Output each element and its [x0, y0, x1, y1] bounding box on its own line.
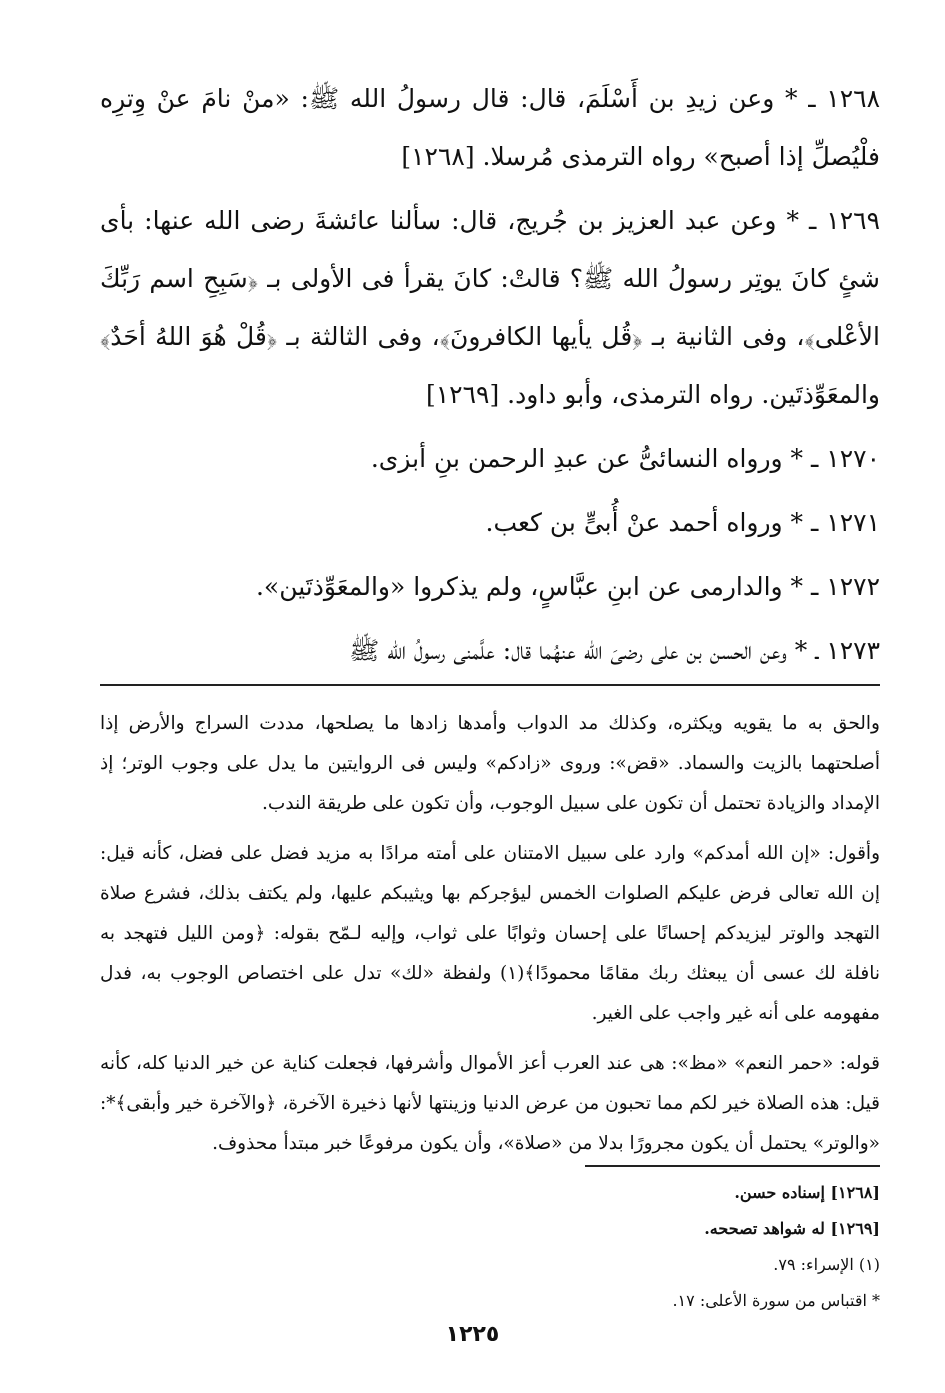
- hadith-1271: ١٢٧١ ـ * ورواه أحمد عنْ أُبىٍّ بن كعب.: [485, 508, 880, 537]
- footnote: * اقتباس من سورة الأعلى: ١٧.: [672, 1291, 880, 1310]
- footnotes: [380, 1175, 880, 1319]
- footnote: (١) الإسراء: ٧٩.: [773, 1255, 880, 1274]
- commentary-paragraph: وأقول: «إن الله أمدكم» وارد على سبيل الامتنان على أمته مرادًا به مزيد فضل على فضل، كأنه قيل: إن الله تعالى فرض عليكم الصلوات الخمس ليؤجركم بها ويثيبكم عليها، ولم يكتف بذلك، فشرع صلاة التهجد والوتر ليزيدكم إحسانًا على إحسان وثوابًا على ثواب، وإليه لـمّح بقوله: ﴿ومن الليل فتهجد به نافلة لك عسى أن يبعثك ربك مقامًا محمودًا﴾(١) ولفظة «لك» تدل على اختصاص الوجوب به، فدل مفهومه على أنه غير واجب على الغير.: [100, 843, 880, 1024]
- footnote: [١٢٦٩] له شواهد تصححه.: [704, 1219, 880, 1238]
- commentary-paragraph: قوله: «حمر النعم» «مظ»: هى عند العرب أعز الأموال وأشرفها، فجعلت كناية عن خير الدنيا كله، كأنه قيل: هذه الصلاة خير لكم مما تحبون من عرض الدنيا وزينتها لأنها ذخيرة الآخرة، ﴿والآخرة خير وأبقى﴾*: «والوتر» يحتمل أن يكون مجرورًا بدلا من «صلاة»، وأن يكون مرفوعًا خبر مبتدأ محذوف.: [100, 1053, 880, 1154]
- hadith-1273: ١٢٧٣ ـ * وعن الحسن بن على رضىَ الله عنهُما قال: علَّمنى رسولُ الله ﷺ: [100, 622, 880, 686]
- footnote-divider: [585, 1165, 880, 1167]
- hadith-1269: ١٢٦٩ ـ * وعن عبد العزيز بن جُريج، قال: سألنا عائشةَ رضى الله عنها: بأى شئٍ كانَ يوتِر رسولُ الله ﷺ؟ قالتْ: كانَ يقرأ فى الأولى بـ ﴿سَبِحِ اسم رَبِّكَ الأعْلى﴾، وفى الثانية بـ ﴿قُل يأيها الكافرونَ﴾، وفى الثالثة بـ ﴿قُلْ هُوَ اللهُ أحَدٌ﴾ والمعَوِّذتَين. رواه الترمذى، وأبو داود. [١٢٦٩]: [100, 206, 880, 409]
- hadith-1270: ١٢٧٠ ـ * ورواه النسائىُّ عن عبدِ الرحمن بنِ أبزى.: [370, 444, 880, 473]
- hadith-1272: ١٢٧٢ ـ * والدارمى عن ابنِ عبَّاسٍ، ولم يذكروا «والمعَوِّذتَين».: [255, 572, 880, 601]
- footnote: [١٢٦٨] إسناده حسن.: [734, 1183, 880, 1202]
- page-body: [100, 70, 880, 1174]
- page-number: ١٢٢٥: [445, 1322, 500, 1347]
- commentary-paragraph: والحق به ما يقويه ويكثره، وكذلك مد الدواب وأمدها زادها ما يصلحها، مددت السراج والأرض إذا أصلحتهما بالزيت والسماد. «قض»: وروى «زادكم» وليس فى الروايتين ما يدل على وجوب الوتر؛ إذ الإمداد والزيادة تحتمل أن تكون على سبيل الوجوب، وأن تكون على طريقة الندب.: [100, 713, 880, 814]
- hadith-1268: ١٢٦٨ ـ * وعن زيدِ بن أَسْلَمَ، قال: قال رسولُ الله ﷺ: «منْ نامَ عنْ وِترِه فلْيُصلِّ إذا أصبح» رواه الترمذى مُرسلا. [١٢٦٨]: [100, 84, 880, 171]
